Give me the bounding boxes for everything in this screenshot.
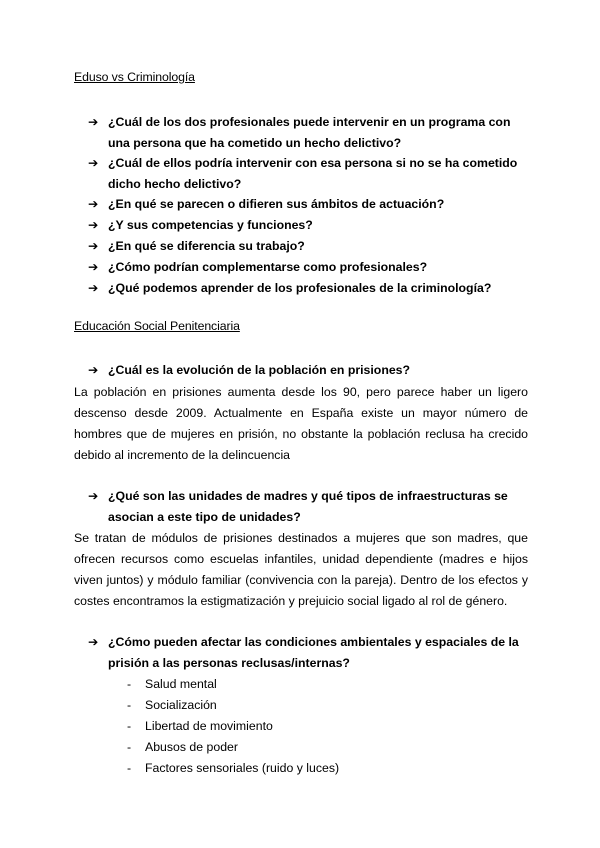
- question-item: [88, 257, 528, 278]
- arrow-icon: ➔: [88, 363, 99, 377]
- dash-marker: -: [127, 698, 132, 712]
- dash-marker: -: [127, 761, 132, 775]
- question-item: [88, 194, 528, 215]
- question-text: ¿Cuál de ellos podría intervenir con esa persona si no se ha cometido dicho hecho delictivo?: [108, 156, 518, 191]
- arrow-icon: ➔: [88, 115, 99, 129]
- question-text: ¿Qué podemos aprender de los profesionales de la criminología?: [108, 281, 492, 295]
- question-text: ¿Y sus competencias y funciones?: [108, 218, 313, 232]
- answer-paragraph: La población en prisiones aumenta desde los 90, pero parece haber un ligero descenso desde 2009. Actualmente en España existe un mayor número de hombres que de mujeres en prisión, no obstante la población reclusa ha crecido debido al incremento de la delincuencia: [74, 385, 528, 462]
- section-heading-eduso-vs-criminologia: Eduso vs Criminología: [74, 70, 195, 84]
- bullet-text: Libertad de movimiento: [145, 719, 273, 733]
- bullet-item: [127, 716, 273, 737]
- arrow-icon: ➔: [88, 156, 99, 170]
- question-text: ¿En qué se parecen o difieren sus ámbitos de actuación?: [108, 197, 445, 211]
- arrow-icon: ➔: [88, 635, 99, 649]
- dash-marker: -: [127, 677, 132, 691]
- answer-paragraph: Se tratan de módulos de prisiones destinados a mujeres que son madres, que ofrecen recursos como escuelas infantiles, unidad dependiente (madres e hijos viven juntos) y módulo familiar (convivencia con la pareja). Dentro de los efectos y costes encontramos la estigmatización y prejuicio social ligado al rol de género.: [74, 531, 528, 608]
- question-item: [88, 215, 528, 236]
- dash-marker: -: [127, 740, 132, 754]
- arrow-icon: ➔: [88, 489, 99, 503]
- question-text: ¿En qué se diferencia su trabajo?: [108, 239, 305, 253]
- question-item: [88, 632, 528, 673]
- question-item: [88, 360, 528, 381]
- question-text: ¿Cómo podrían complementarse como profesionales?: [108, 260, 428, 274]
- bullet-item: [127, 695, 217, 716]
- question-item: [88, 112, 528, 153]
- bullet-item: [127, 758, 339, 779]
- question-text: ¿Qué son las unidades de madres y qué tipos de infraestructuras se asocian a este tipo de unidades?: [108, 489, 508, 524]
- arrow-icon: ➔: [88, 218, 99, 232]
- question-item: [88, 153, 528, 194]
- bullet-item: [127, 737, 238, 758]
- bullet-text: Salud mental: [145, 677, 217, 691]
- arrow-icon: ➔: [88, 239, 99, 253]
- arrow-icon: ➔: [88, 260, 99, 274]
- question-item: [88, 236, 528, 257]
- question-item: [88, 486, 528, 527]
- bullet-item: [127, 674, 217, 695]
- arrow-icon: ➔: [88, 281, 99, 295]
- question-text: ¿Cuál de los dos profesionales puede intervenir en un programa con una persona que ha cometido un hecho delictivo?: [108, 115, 511, 150]
- question-text: ¿Cómo pueden afectar las condiciones ambientales y espaciales de la prisión a las personas reclusas/internas?: [108, 635, 519, 670]
- question-item: [88, 278, 528, 299]
- bullet-text: Abusos de poder: [145, 740, 238, 754]
- question-text: ¿Cuál es la evolución de la población en prisiones?: [108, 363, 411, 377]
- dash-marker: -: [127, 719, 132, 733]
- bullet-text: Factores sensoriales (ruido y luces): [145, 761, 340, 775]
- bullet-text: Socialización: [145, 698, 217, 712]
- arrow-icon: ➔: [88, 197, 99, 211]
- section-heading-educacion-social-penitenciaria: Educación Social Penitenciaria: [74, 319, 240, 333]
